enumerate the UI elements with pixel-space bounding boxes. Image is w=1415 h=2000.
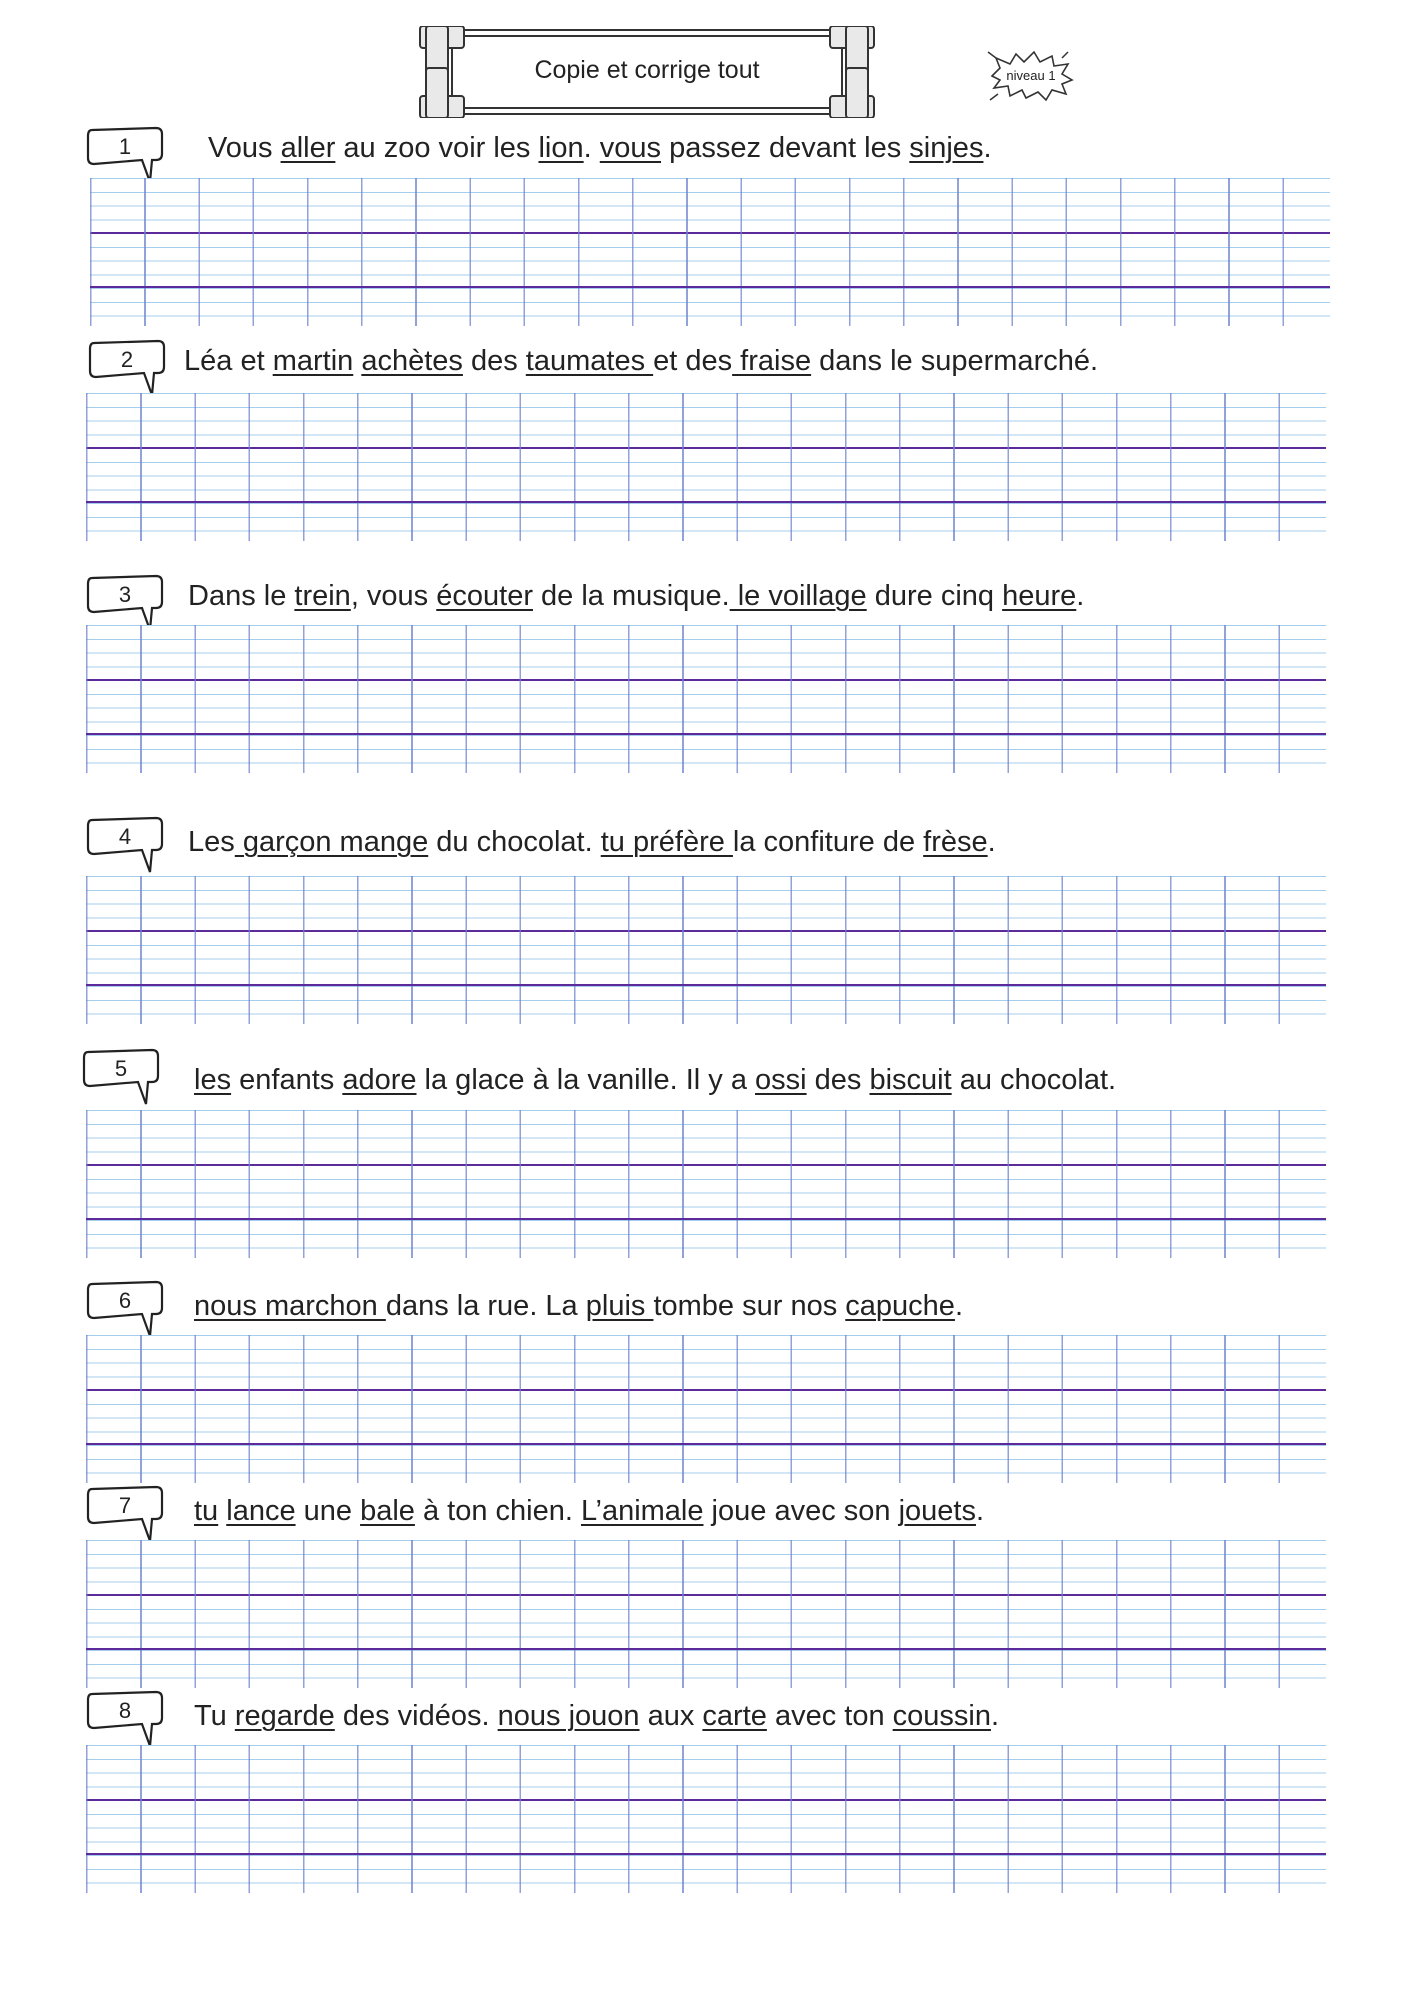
exercise-sentence bbox=[188, 580, 1084, 613]
exercise-number: 4 bbox=[118, 824, 132, 849]
exercise-sentence bbox=[194, 1064, 1116, 1097]
sentence-text: . bbox=[954, 1290, 963, 1322]
sentence-text: passez devant les bbox=[661, 132, 910, 164]
exercise-sentence bbox=[208, 132, 992, 165]
page-title: Copie et corrige tout bbox=[534, 56, 760, 84]
seyes-writing-grid[interactable] bbox=[86, 876, 1326, 1024]
sentence-text: . bbox=[975, 1495, 985, 1527]
underlined-error-word: regarde bbox=[234, 1700, 335, 1732]
exercise-sentence bbox=[194, 1495, 984, 1528]
sentence-text: avec ton bbox=[766, 1700, 893, 1732]
underlined-error-word: heure bbox=[1002, 580, 1077, 612]
sentence-text: dans la rue. La bbox=[385, 1290, 586, 1322]
underlined-error-word: taumates bbox=[525, 345, 654, 377]
underlined-error-word: le voillage bbox=[729, 580, 867, 612]
seyes-writing-grid[interactable] bbox=[86, 1540, 1326, 1688]
underlined-error-word: les bbox=[194, 1064, 232, 1096]
sentence-text: au zoo voir les bbox=[335, 132, 539, 164]
underlined-error-word: pluis bbox=[585, 1290, 654, 1322]
sentence-text: . bbox=[987, 826, 996, 858]
underlined-error-word: nous jouon bbox=[497, 1700, 640, 1732]
exercise-number: 5 bbox=[114, 1056, 128, 1081]
title-frame bbox=[418, 26, 876, 118]
underlined-error-word: sinjes bbox=[909, 132, 984, 164]
sentence-text: Dans le bbox=[188, 580, 295, 612]
seyes-writing-grid[interactable] bbox=[90, 178, 1330, 326]
underlined-error-word: vous bbox=[599, 132, 662, 164]
underlined-error-word: lance bbox=[226, 1495, 296, 1527]
underlined-error-word: tu bbox=[194, 1495, 219, 1527]
sentence-text: joue avec son bbox=[703, 1495, 899, 1527]
underlined-error-word: frèse bbox=[923, 826, 988, 858]
sentence-text: du chocolat. bbox=[428, 826, 601, 858]
sentence-text: . bbox=[990, 1700, 1000, 1732]
underlined-error-word: carte bbox=[702, 1700, 767, 1732]
seyes-writing-grid[interactable] bbox=[86, 1110, 1326, 1258]
exercise-sentence bbox=[194, 1290, 963, 1323]
sentence-text: Vous bbox=[208, 132, 281, 164]
sentence-text: Tu bbox=[194, 1700, 235, 1732]
underlined-error-word: coussin bbox=[892, 1700, 991, 1732]
underlined-error-word: aller bbox=[280, 132, 336, 164]
underlined-error-word: biscuit bbox=[869, 1064, 952, 1096]
sentence-text: . bbox=[583, 132, 600, 164]
sentence-text: la confiture de bbox=[732, 826, 924, 858]
sentence-text: et des bbox=[653, 345, 733, 377]
underlined-error-word: tu préfère bbox=[600, 826, 733, 858]
underlined-error-word: écouter bbox=[436, 580, 533, 612]
exercise-number: 7 bbox=[118, 1493, 132, 1518]
sentence-text: des vidéos. bbox=[334, 1700, 498, 1732]
sentence-text: dure cinq bbox=[866, 580, 1003, 612]
sentence-text: Léa et bbox=[184, 345, 273, 377]
seyes-writing-grid[interactable] bbox=[86, 1335, 1326, 1483]
sentence-text: Les bbox=[188, 826, 235, 858]
underlined-error-word: achètes bbox=[361, 345, 463, 377]
underlined-error-word: trein bbox=[294, 580, 351, 612]
underlined-error-word: nous marchon bbox=[194, 1290, 386, 1322]
underlined-error-word: garçon mange bbox=[234, 826, 429, 858]
sentence-text: enfants bbox=[231, 1064, 343, 1096]
exercise-number: 6 bbox=[118, 1288, 132, 1313]
sentence-text: une bbox=[295, 1495, 361, 1527]
underlined-error-word: lion bbox=[538, 132, 584, 164]
exercise-sentence bbox=[194, 1700, 999, 1733]
sentence-text: aux bbox=[639, 1700, 703, 1732]
level-badge-label: niveau 1 bbox=[1006, 68, 1056, 83]
exercise-sentence bbox=[188, 826, 996, 859]
underlined-error-word: adore bbox=[342, 1064, 417, 1096]
sentence-text: des bbox=[806, 1064, 870, 1096]
exercise-number: 3 bbox=[118, 582, 132, 607]
underlined-error-word: martin bbox=[272, 345, 354, 377]
seyes-writing-grid[interactable] bbox=[86, 393, 1326, 541]
sentence-text: à ton chien. bbox=[414, 1495, 581, 1527]
sentence-text: . bbox=[983, 132, 992, 164]
sentence-text: de la musique. bbox=[532, 580, 730, 612]
sentence-text: la glace à la vanille. Il y a bbox=[416, 1064, 756, 1096]
exercise-number: 2 bbox=[120, 347, 134, 372]
underlined-error-word: jouets bbox=[898, 1495, 976, 1527]
level-badge bbox=[986, 48, 1076, 104]
sentence-text: au chocolat. bbox=[951, 1064, 1117, 1096]
exercise-number: 8 bbox=[118, 1698, 132, 1723]
sentence-text: . bbox=[1076, 580, 1085, 612]
sentence-text: tombe sur nos bbox=[653, 1290, 846, 1322]
exercise-number: 1 bbox=[118, 134, 132, 159]
seyes-writing-grid[interactable] bbox=[86, 625, 1326, 773]
underlined-error-word: bale bbox=[360, 1495, 415, 1527]
underlined-error-word: fraise bbox=[732, 345, 812, 377]
underlined-error-word: capuche bbox=[845, 1290, 955, 1322]
underlined-error-word: ossi bbox=[755, 1064, 807, 1096]
seyes-writing-grid[interactable] bbox=[86, 1745, 1326, 1893]
underlined-error-word: L’animale bbox=[580, 1495, 704, 1527]
exercise-sentence bbox=[184, 345, 1098, 378]
sentence-text: des bbox=[462, 345, 526, 377]
sentence-text: , vous bbox=[350, 580, 437, 612]
sentence-text: dans le supermarché. bbox=[811, 345, 1099, 377]
